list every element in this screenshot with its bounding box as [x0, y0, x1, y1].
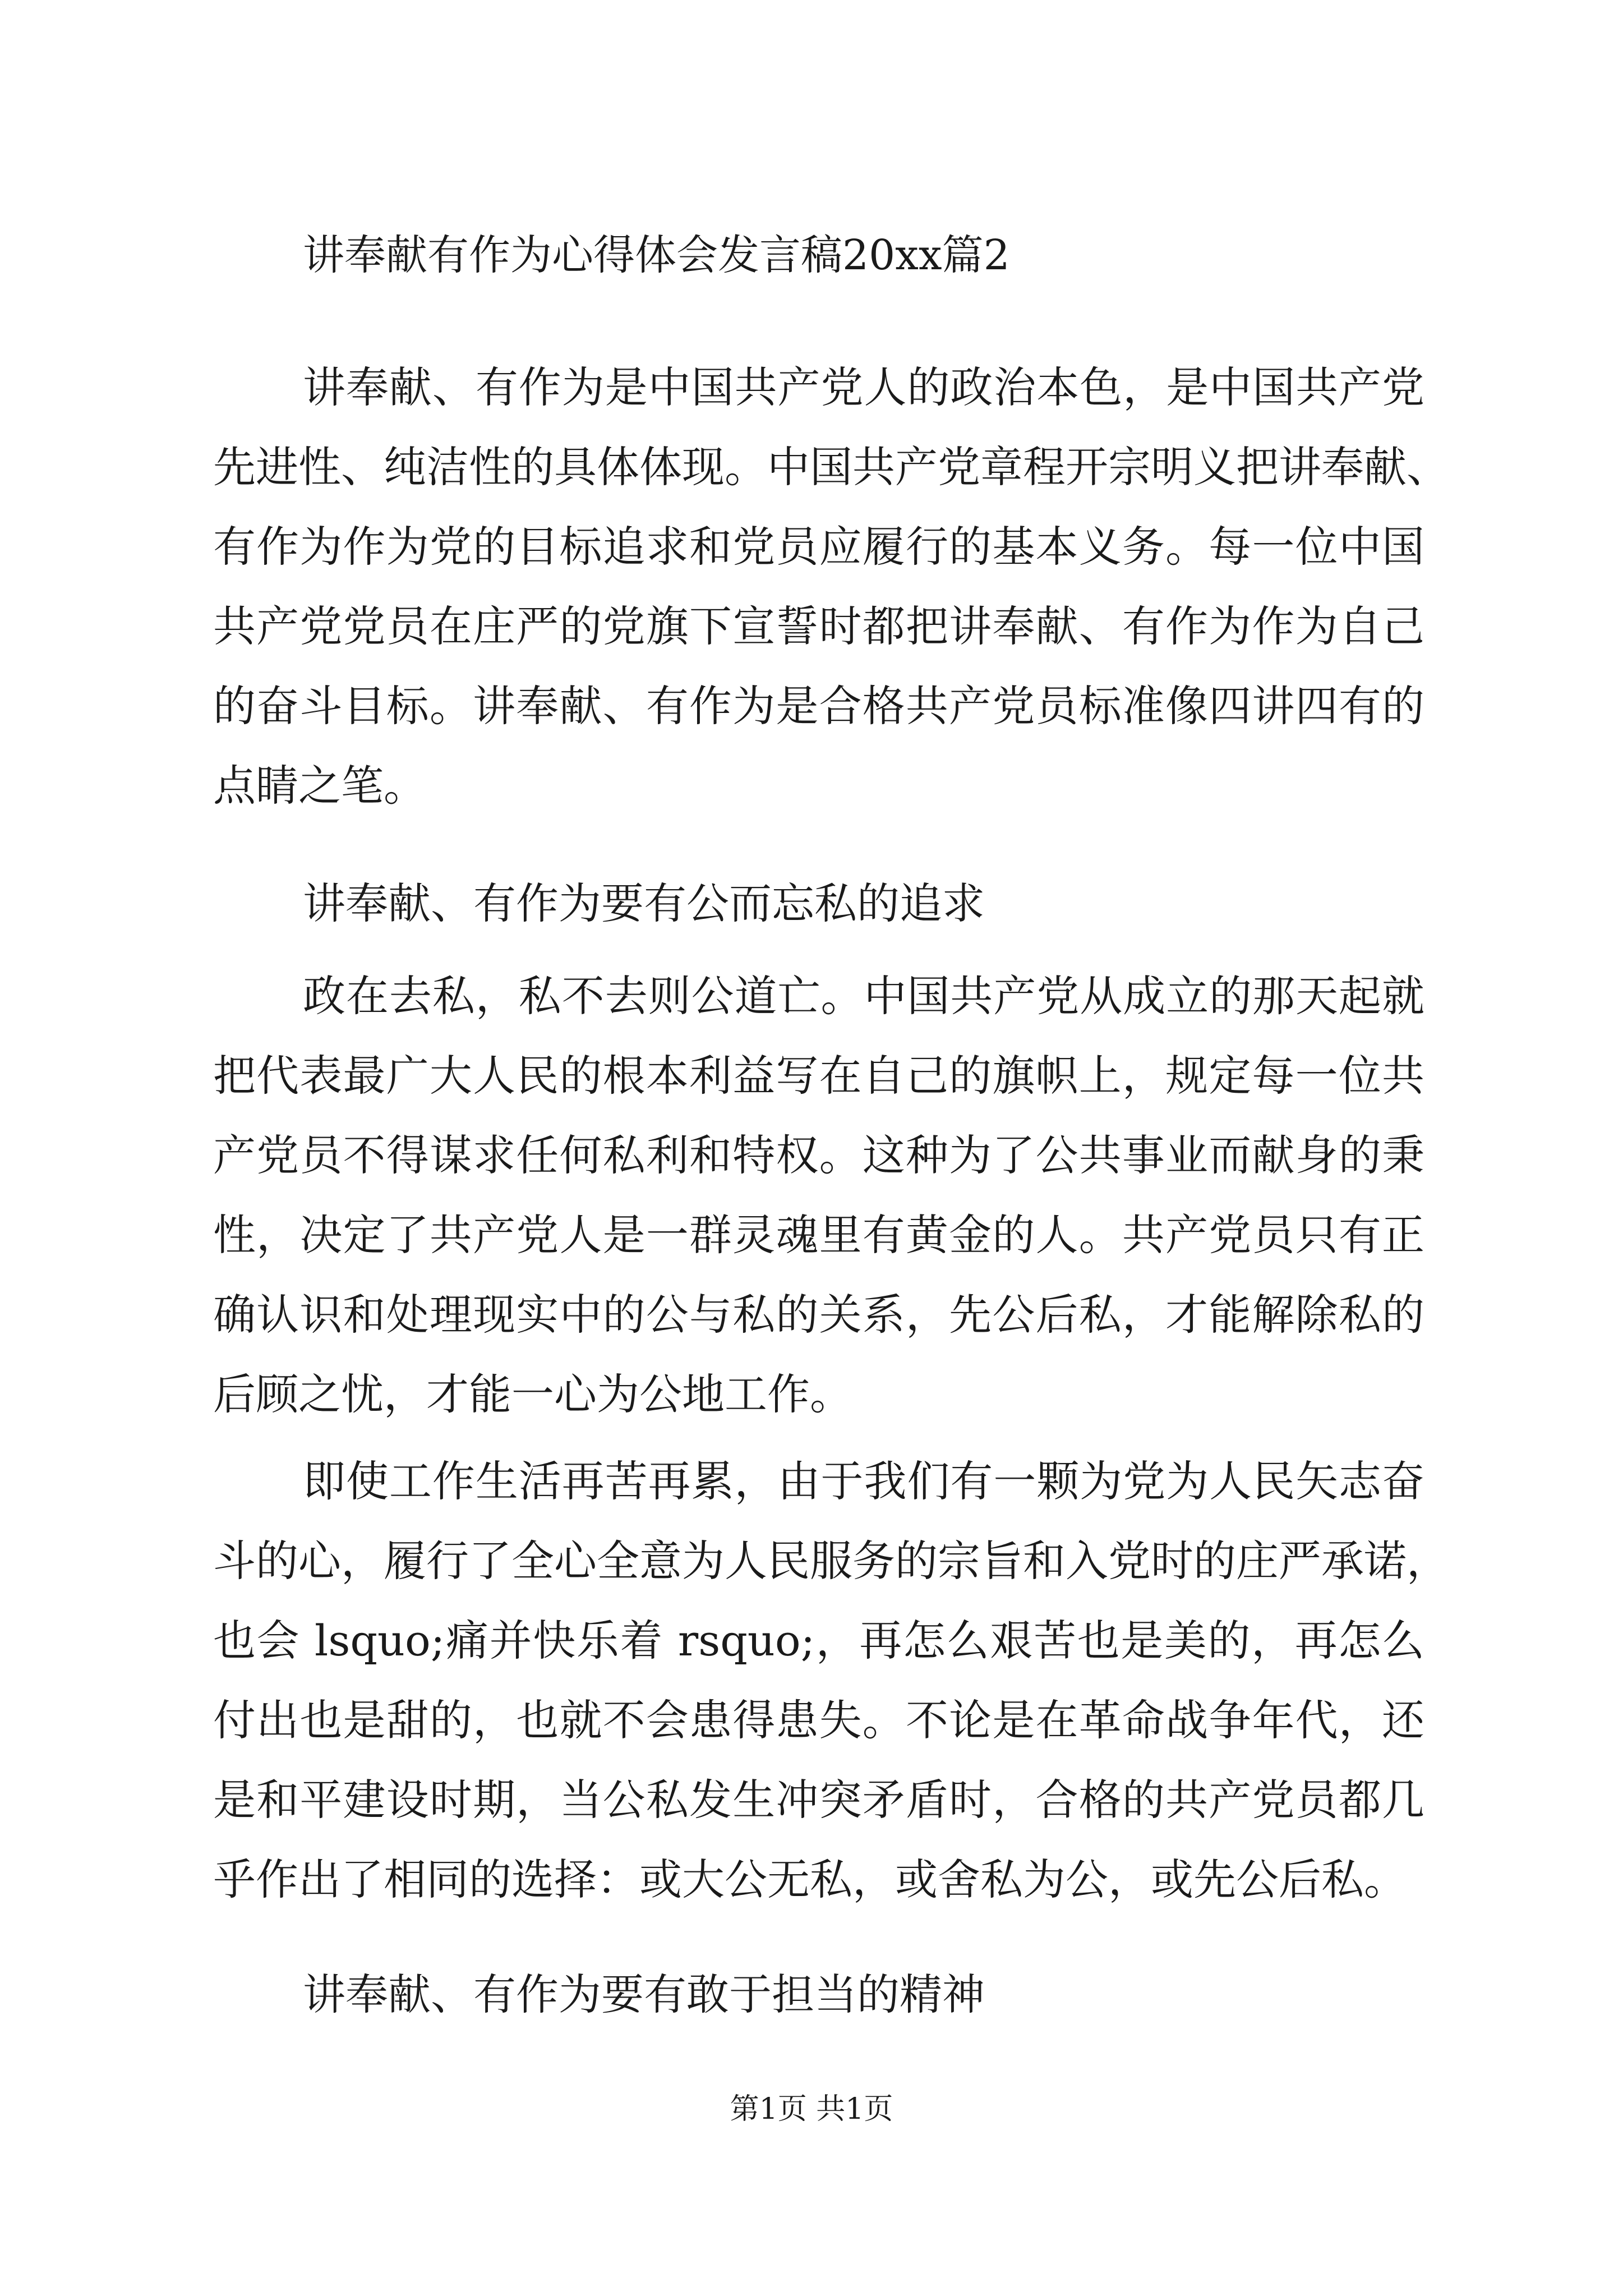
paragraph-line: 讲奉献、有作为是中国共产党人的政治本色，是中国共产党 [303, 362, 1424, 412]
paragraph-2 [213, 956, 1424, 1434]
paragraph-line: 把代表最广大人民的根本利益写在自己的旗帜上，规定每一位共 [213, 1051, 1424, 1101]
section-heading-1: 讲奉献、有作为要有公而忘私的追求 [303, 878, 985, 928]
paragraph-line: 先进性、纯洁性的具体体现。中国共产党章程开宗明义把讲奉献、 [213, 442, 1449, 492]
document-title: 讲奉献有作为心得体会发言稿20xx篇2 [303, 231, 1010, 279]
paragraph-line: 性，决定了共产党人是一群灵魂里有黄金的人。共产党员只有正 [213, 1210, 1424, 1260]
paragraph-line: 有作为作为党的目标追求和党员应履行的基本义务。每一位中国 [213, 522, 1424, 572]
paragraph-line: 是和平建设时期，当公私发生冲突矛盾时，合格的共产党员都几 [213, 1775, 1424, 1825]
page-footer: 第1页 共1页 [730, 2092, 893, 2126]
paragraph-3 [213, 1442, 1449, 1920]
paragraph-line: 斗的心，履行了全心全意为人民服务的宗旨和入党时的庄严承诺， [213, 1536, 1449, 1586]
paragraph-line: 也会 lsquo;痛并快乐着 rsquo;，再怎么艰苦也是美的，再怎么 [213, 1616, 1424, 1665]
paragraph-line: 共产党党员在庄严的党旗下宣誓时都把讲奉献、有作为作为自己 [213, 601, 1424, 651]
paragraph-line: 确认识和处理现实中的公与私的关系，先公后私，才能解除私的 [213, 1290, 1424, 1340]
paragraph-line: 政在去私，私不去则公道亡。中国共产党从成立的那天起就 [303, 971, 1424, 1021]
paragraph-line: 即使工作生活再苦再累，由于我们有一颗为党为人民矢志奋 [303, 1456, 1424, 1506]
paragraph-line: 付出也是甜的，也就不会患得患失。不论是在革命战争年代，还 [213, 1695, 1424, 1745]
paragraph-line: 后顾之忧，才能一心为公地工作。 [213, 1369, 852, 1419]
section-heading-2: 讲奉献、有作为要有敢于担当的精神 [303, 1970, 985, 2019]
paragraph-1 [213, 348, 1449, 826]
paragraph-line: 的奋斗目标。讲奉献、有作为是合格共产党员标准像四讲四有的 [213, 681, 1424, 731]
paragraph-line: 点睛之笔。 [213, 761, 426, 811]
paragraph-line: 产党员不得谋求任何私利和特权。这种为了公共事业而献身的秉 [213, 1130, 1424, 1180]
paragraph-line: 乎作出了相同的选择：或大公无私，或舍私为公，或先公后私。 [213, 1855, 1407, 1904]
